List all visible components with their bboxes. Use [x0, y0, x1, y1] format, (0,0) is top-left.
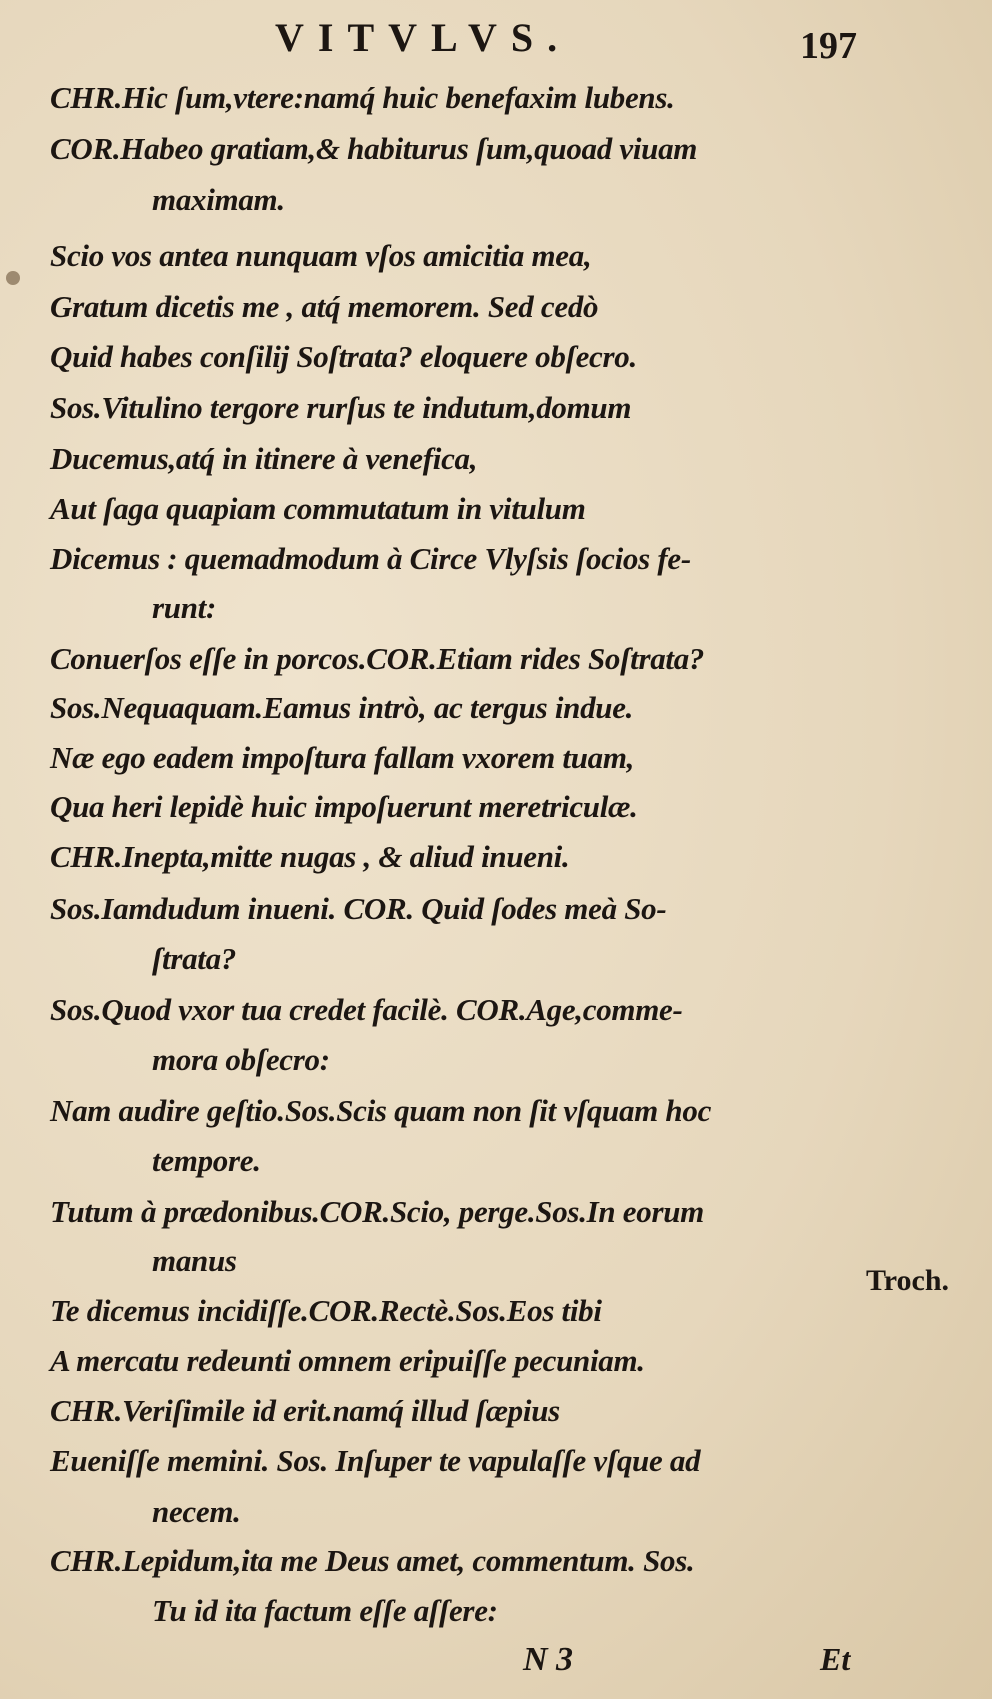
text-line: Sos.Quod vxor tua credet facilè. COR.Age,comme-: [50, 992, 683, 1027]
text-line: Sos.Nequaquam.Eamus intrò, ac tergus indue.: [50, 690, 634, 725]
margin-note: Troch.: [866, 1264, 950, 1297]
text-line: Tutum à prædonibus.COR.Scio, perge.Sos.In eorum: [50, 1194, 704, 1229]
text-line: necem.: [152, 1494, 241, 1529]
text-line: Nam audire geſtio.Sos.Scis quam non ſit vſquam hoc: [50, 1093, 712, 1128]
text-line: Dicemus : quemadmodum à Circe Vlyſsis ſocios fe-: [50, 541, 691, 576]
text-line: Eueniſſe memini. Sos. Inſuper te vapulaſſe vſque ad: [50, 1443, 701, 1478]
text-line: Tu id ita factum eſſe aſſere:: [152, 1593, 498, 1628]
text-line: CHR.Inepta,mitte nugas , & aliud inueni.: [50, 839, 570, 874]
text-line: ſtrata?: [152, 941, 237, 976]
running-title: VITVLVS.: [275, 15, 572, 60]
catchword: Et: [820, 1641, 851, 1677]
text-line: CHR.Hic ſum,vtere:namq́ huic benefaxim lubens.: [50, 80, 675, 115]
ink-spot: [6, 271, 20, 285]
text-line: COR.Habeo gratiam,& habiturus ſum,quoad viuam: [50, 131, 698, 166]
text-line: tempore.: [152, 1143, 261, 1178]
text-line: runt:: [152, 590, 216, 625]
text-line: Sos.Iamdudum inueni. COR. Quid ſodes meà So-: [50, 891, 667, 926]
text-line: maximam.: [152, 182, 285, 217]
text-line: Aut ſaga quapiam commutatum in vitulum: [50, 491, 586, 526]
text-line: manus: [152, 1243, 237, 1278]
text-line: Qua heri lepidè huic impoſuerunt meretriculæ.: [50, 789, 638, 824]
text-line: Næ ego eadem impoſtura fallam vxorem tuam,: [50, 740, 635, 775]
text-line: Te dicemus incidiſſe.COR.Rectè.Sos.Eos tibi: [50, 1293, 602, 1328]
text-line: Scio vos antea nunquam vſos amicitia mea,: [50, 238, 592, 273]
text-line: Gratum dicetis me , atq́ memorem. Sed cedò: [50, 289, 599, 324]
text-line: CHR.Veriſimile id erit.namq́ illud ſæpius: [50, 1393, 560, 1428]
text-line: Quid habes conſilij Soſtrata? eloquere obſecro.: [50, 339, 637, 374]
text-line: mora obſecro:: [152, 1042, 330, 1077]
page-number: 197: [800, 25, 857, 67]
text-line: Ducemus,atq́ in itinere à venefica,: [50, 441, 478, 476]
text-line: A mercatu redeunti omnem eripuiſſe pecuniam.: [50, 1343, 645, 1378]
text-line: Conuerſos eſſe in porcos.COR.Etiam rides Soſtrata?: [50, 641, 705, 676]
text-line: CHR.Lepidum,ita me Deus amet, commentum. Sos.: [50, 1543, 695, 1578]
signature-mark: N 3: [523, 1641, 574, 1678]
text-line: Sos.Vitulino tergore rurſus te indutum,domum: [50, 390, 632, 425]
